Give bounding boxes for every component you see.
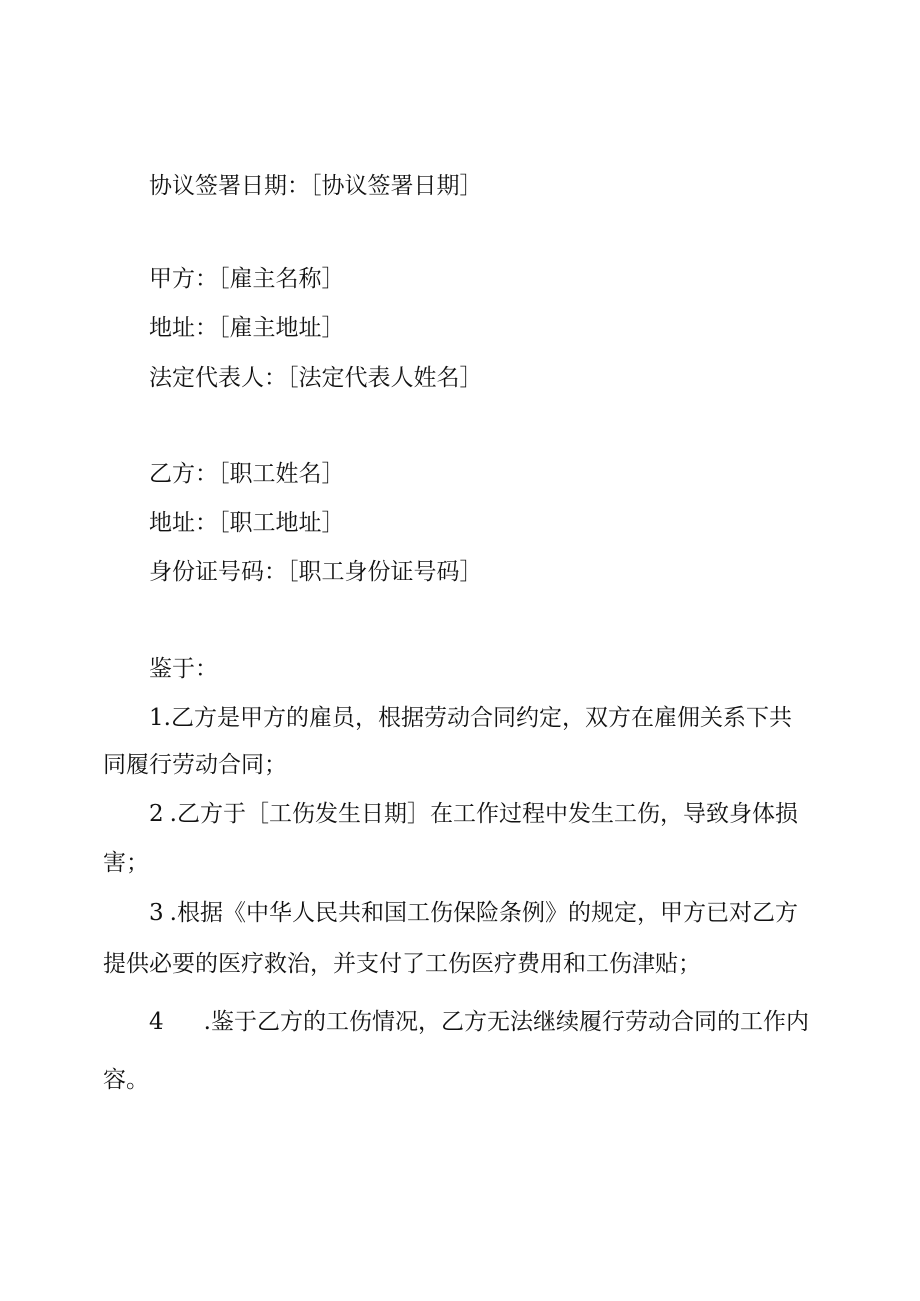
whereas-item-2-number: 2 bbox=[149, 801, 164, 827]
party-a-address-label: 地址： bbox=[149, 315, 218, 341]
whereas-item-2-line1 bbox=[149, 799, 798, 829]
party-b-value: ［职工姓名］ bbox=[218, 461, 345, 487]
whereas-item-2-line2: 害； bbox=[103, 850, 149, 876]
party-a-rep-value: ［法定代表人姓名］ bbox=[287, 365, 483, 391]
whereas-item-1-text: 乙方是甲方的雇员，根据劳动合同约定，双方在雇佣关系下共 bbox=[170, 705, 792, 731]
party-b-name-line bbox=[149, 459, 345, 489]
party-b-id-label: 身份证号码： bbox=[149, 559, 287, 585]
party-b-id-line bbox=[149, 557, 483, 587]
party-b-address-line bbox=[149, 508, 345, 538]
whereas-item-3-number: 3 bbox=[149, 900, 164, 926]
whereas-item-4-number: 4 bbox=[149, 1009, 164, 1035]
whereas-heading: 鉴于： bbox=[149, 656, 218, 682]
signing-date-label: 协议签署日期： bbox=[149, 173, 310, 199]
whereas-item-3-line2: 提供必要的医疗救治，并支付了工伤医疗费用和工伤津贴； bbox=[103, 951, 701, 977]
signing-date-line bbox=[149, 171, 483, 201]
party-b-label: 乙方： bbox=[149, 461, 218, 487]
signing-date-value: ［协议签署日期］ bbox=[310, 173, 483, 199]
whereas-item-4-text: .鉴于乙方的工伤情况，乙方无法继续履行劳动合同的工作内 bbox=[203, 1009, 809, 1035]
whereas-item-1-line2: 同履行劳动合同； bbox=[103, 752, 287, 778]
party-a-address-value: ［雇主地址］ bbox=[218, 315, 345, 341]
whereas-item-2-text: .乙方于［工伤发生日期］在工作过程中发生工伤，导致身体损 bbox=[169, 801, 798, 827]
whereas-item-1-number: 1. bbox=[149, 705, 171, 731]
party-b-address-value: ［职工地址］ bbox=[218, 510, 345, 536]
party-a-rep-label: 法定代表人： bbox=[149, 365, 287, 391]
whereas-item-3-line1 bbox=[149, 898, 798, 928]
party-b-id-value: ［职工身份证号码］ bbox=[287, 559, 483, 585]
whereas-item-4-line2: 容。 bbox=[103, 1067, 149, 1093]
whereas-item-3-text: .根据《中华人民共和国工伤保险条例》的规定，甲方已对乙方 bbox=[169, 900, 798, 926]
whereas-item-4-line1 bbox=[149, 1007, 809, 1037]
party-b-address-label: 地址： bbox=[149, 510, 218, 536]
whereas-item-1-line1 bbox=[149, 703, 792, 733]
party-a-name-line bbox=[149, 264, 345, 294]
party-a-rep-line bbox=[149, 363, 483, 393]
party-a-value: ［雇主名称］ bbox=[218, 266, 345, 292]
party-a-address-line bbox=[149, 313, 345, 343]
party-a-label: 甲方： bbox=[149, 266, 218, 292]
